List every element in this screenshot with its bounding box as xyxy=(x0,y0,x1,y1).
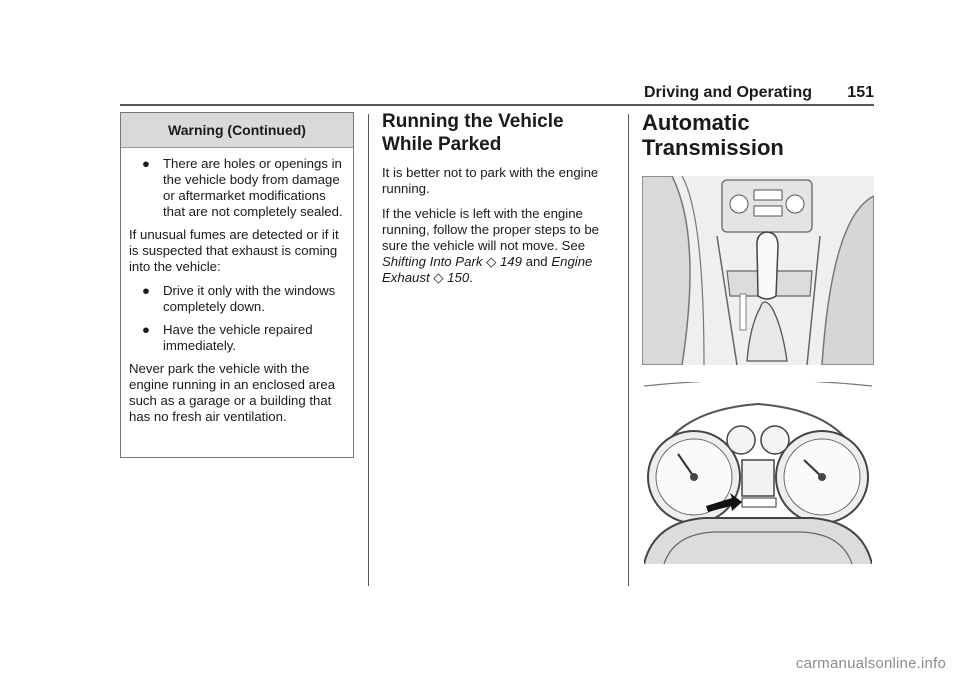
bullet-icon: ● xyxy=(142,322,150,337)
column-divider xyxy=(628,114,629,586)
bullet-text: There are holes or openings in the vehicle body from damage or aftermarket modifications that are not completely sealed. xyxy=(163,156,343,219)
list-item xyxy=(129,322,345,354)
column-divider xyxy=(368,114,369,586)
arrow-icon: ◇ xyxy=(486,254,497,269)
instrument-cluster-illustration xyxy=(644,382,872,564)
paragraph: It is better not to park with the engine running. xyxy=(382,165,599,196)
running-section xyxy=(382,110,612,295)
bullet-text: Have the vehicle repaired immediately. xyxy=(163,322,313,353)
bullet-icon: ● xyxy=(142,283,150,298)
shift-lever-illustration xyxy=(642,176,874,365)
crossref-page: 150 xyxy=(447,270,470,285)
watermark: carmanualsonline.info xyxy=(795,655,946,672)
crossref-page: 149 xyxy=(499,254,522,269)
transmission-section xyxy=(642,110,874,160)
bullet-text: Drive it only with the windows completely down. xyxy=(163,283,336,314)
crossref-link[interactable] xyxy=(382,254,522,269)
list-item xyxy=(129,156,345,220)
paragraph: If unusual fumes are detected or if it is suspected that exhaust is coming into the vehicle: xyxy=(129,227,339,274)
bullet-icon: ● xyxy=(142,156,150,171)
page-header xyxy=(120,84,874,106)
conjunction: and xyxy=(525,254,548,269)
warning-title: Warning (Continued) xyxy=(121,113,353,148)
crossref-title: Shifting Into Park xyxy=(382,254,483,269)
section-title: Driving and Operating xyxy=(643,84,812,101)
crossref-title: Engine Exhaust xyxy=(382,254,593,285)
section-heading: Running the Vehicle While Parked xyxy=(382,111,564,155)
list-item xyxy=(129,283,345,315)
paragraph: Never park the vehicle with the engine running in an enclosed area such as a garage or a building that has no fresh air ventilation. xyxy=(129,361,336,424)
arrow-icon: ◇ xyxy=(433,270,444,285)
section-heading: Automatic Transmission xyxy=(642,110,784,160)
page-number: 151 xyxy=(847,84,874,101)
warning-box xyxy=(120,112,354,458)
paragraph-text: If the vehicle is left with the engine running, follow the proper steps to be sure the vehicle will not move. See xyxy=(382,206,599,253)
paragraph: If the vehicle is left with the engine running, follow the proper steps to be sure the vehicle will not move. See Shifting Into Park ◇ 149 and Engine Exhaust ◇ 150. xyxy=(382,206,599,285)
